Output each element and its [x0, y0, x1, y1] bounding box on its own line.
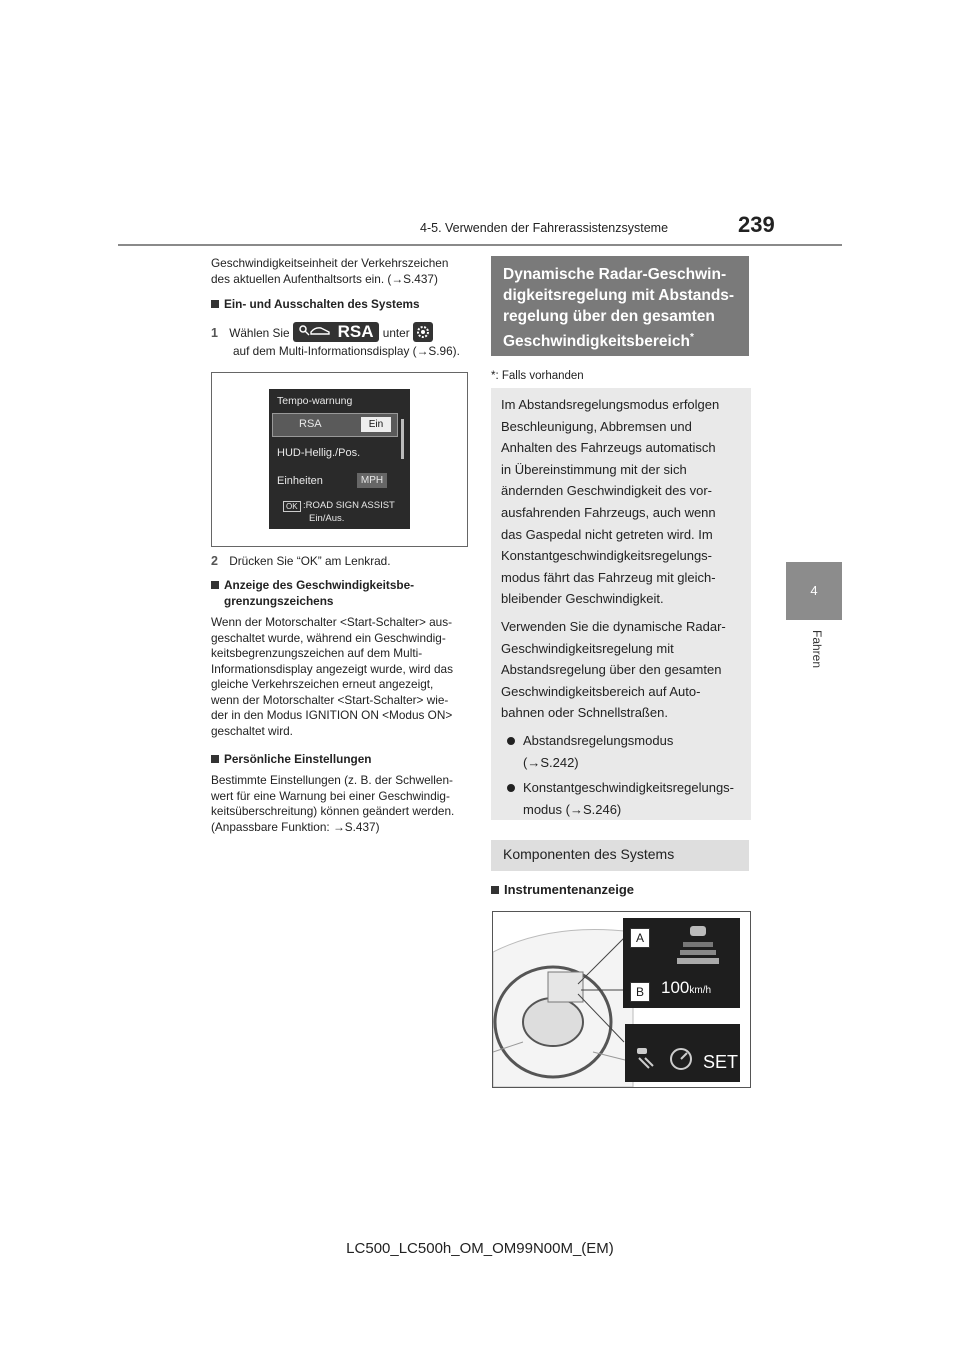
- car-sign-icon: [299, 324, 333, 338]
- menu-row-rsa: [272, 413, 398, 437]
- step-text: Drücken Sie “OK” am Lenkrad.: [229, 554, 391, 568]
- bullet-text: Konstantgeschwindigkeitsregelungs-: [523, 780, 735, 796]
- text-line: bahnen oder Schnellstraßen.: [501, 705, 668, 721]
- heading-text: Anzeige des Geschwindigkeitsbe-: [224, 578, 415, 592]
- step-number: 1: [211, 326, 218, 340]
- text-line: modus fährt das Fahrzeug mit gleich-: [501, 569, 716, 585]
- text-line: in Übereinstimmung mit der sich: [501, 461, 687, 477]
- chapter-tab: 4: [786, 562, 842, 620]
- page-number: 239: [738, 212, 775, 237]
- bullet-text: (→S.242): [523, 754, 579, 770]
- ok-key: OK: [283, 501, 301, 512]
- menu-row-value: Ein: [361, 417, 391, 432]
- text-line: ausfahrenden Fahrzeugs, auch wenn: [501, 504, 716, 520]
- bullet-icon: [507, 737, 515, 745]
- title-line: regelung über den gesamten: [503, 308, 715, 325]
- heading-sign-display: [211, 578, 414, 609]
- heading-on-off: [211, 297, 420, 313]
- step-1: [211, 322, 471, 360]
- distance-bars-icon: [673, 924, 723, 974]
- text-line: Geschwindigkeitsbereich auf Auto-: [501, 683, 701, 699]
- set-speed: [661, 978, 711, 998]
- menu-row-label: RSA: [299, 418, 322, 430]
- scrollbar: [401, 419, 404, 459]
- intro-text: [211, 256, 471, 287]
- multi-info-display: [269, 389, 410, 529]
- footnote: [491, 370, 584, 382]
- footnote-marker: *:: [491, 370, 499, 382]
- title-line: Dynamische Radar-Geschwin-: [503, 266, 727, 283]
- speed-unit: km/h: [689, 985, 712, 996]
- intro-box-text: [501, 394, 749, 820]
- personal-text: [211, 773, 473, 835]
- heading-text: grenzungszeichens: [224, 593, 334, 608]
- heading-square-icon: [491, 886, 499, 894]
- step-text: Wählen Sie: [229, 326, 290, 340]
- step-text: auf dem Multi-Informationsdisplay (→S.96).: [233, 344, 460, 358]
- text-line: Abstandsregelung über den gesamten: [501, 662, 722, 678]
- heading-square-icon: [211, 755, 219, 763]
- heading-text: Persönliche Einstellungen: [224, 752, 372, 766]
- step-2: [211, 554, 391, 570]
- callout-b: B: [630, 982, 650, 1002]
- intro-box: [491, 388, 751, 820]
- rsa-icon: [293, 322, 380, 342]
- menu-row-hud: HUD-Hellig./Pos.: [277, 447, 361, 459]
- text-line: das Gaspedal nicht getreten wird. Im: [501, 526, 713, 542]
- heading-square-icon: [211, 300, 219, 308]
- chapter-label: [784, 630, 844, 690]
- menu-title: Tempo-warnung: [277, 395, 353, 407]
- footnote-marker: *: [689, 332, 694, 343]
- section-title-box: [491, 256, 749, 356]
- chapter-label-text: Fahren: [810, 629, 825, 669]
- intro-line: Geschwindigkeitseinheit der Verkehrszeichen: [211, 256, 449, 270]
- text-line: Im Abstandsregelungsmodus erfolgen: [501, 397, 720, 412]
- components-title: Komponenten des Systems: [491, 840, 749, 871]
- text-line: Informationsdisplay angezeigt wurde, wird das: [211, 661, 453, 676]
- text-line: ändernden Geschwindigkeit des vor-: [501, 483, 713, 499]
- footnote-text: Falls vorhanden: [501, 370, 584, 382]
- meter-display-c: [625, 1024, 740, 1082]
- title-line: digkeitsregelung mit Abstands-: [503, 287, 735, 304]
- heading-instruments: [491, 882, 634, 898]
- text-line: Verwenden Sie die dynamische Radar-: [501, 618, 726, 634]
- text-line: (Anpassbare Funktion: →S.437): [211, 819, 380, 834]
- step-number: 2: [211, 554, 218, 568]
- text-line: gleiche Verkehrszeichen erneut angezeigt,: [211, 677, 434, 691]
- text-line: Bestimmte Einstellungen (z. B. der Schwellen-: [211, 773, 453, 787]
- step-text: unter: [382, 326, 410, 340]
- intro-line: des aktuellen Aufenthaltsorts ein. (→S.437): [211, 271, 438, 286]
- menu-row-units: Einheiten: [277, 475, 323, 487]
- text-line: Konstantgeschwindigkeitsregelungs-: [501, 548, 713, 564]
- heading-square-icon: [211, 581, 219, 589]
- text-line: geschaltet wird.: [211, 723, 293, 738]
- menu-row-units-value: MPH: [357, 473, 387, 488]
- text-line: Anhalten des Fahrzeugs automatisch: [501, 440, 716, 456]
- cruise-icons: [635, 1046, 695, 1072]
- text-line: keitsbegrenzungszeichen auf dem Multi-: [211, 646, 423, 660]
- title-line: Geschwindigkeitsbereich: [503, 333, 690, 351]
- bullet-text: Abstandsregelungsmodus: [523, 732, 674, 748]
- text-line: der in den Modus IGNITION ON <Modus ON>: [211, 708, 453, 722]
- sign-display-text: [211, 615, 473, 739]
- heading-text: Instrumentenanzeige: [504, 882, 635, 897]
- text-line: wert für eine Warnung bei einer Geschwindig-: [211, 788, 450, 803]
- section-title: 4-5. Verwenden der Fahrerassistenzsysteme: [420, 221, 669, 235]
- instrument-figure: [492, 911, 751, 1088]
- text-line: bleibender Geschwindigkeit.: [501, 591, 664, 607]
- bullet-icon: [507, 784, 515, 792]
- menu-footer: :ROAD SIGN ASSIST: [303, 500, 395, 511]
- heading-text: Ein- und Ausschalten des Systems: [224, 297, 420, 311]
- text-line: geschaltet wurde, während ein Geschwindig-: [211, 630, 446, 645]
- text-line: wenn der Motorschalter <Start-Schalter> wie-: [211, 692, 449, 707]
- callout-a: A: [630, 928, 650, 948]
- set-indicator: SET: [703, 1052, 739, 1072]
- text-line: Geschwindigkeitsregelung mit: [501, 640, 674, 656]
- settings-gear-icon: [413, 322, 433, 342]
- menu-footer: Ein/Aus.: [309, 513, 345, 524]
- rsa-label: RSA: [337, 322, 374, 341]
- text-line: keitsüberschreitung) können geändert werden.: [211, 804, 455, 818]
- document-footer: LC500_LC500h_OM_OM99N00M_(EM): [346, 1240, 614, 1257]
- text-line: Beschleunigung, Abbremsen und: [501, 418, 692, 434]
- gear-icon: [413, 322, 433, 342]
- display-screenshot: [211, 372, 468, 547]
- bullet-text: modus (→S.246): [523, 801, 622, 817]
- text-line: Wenn der Motorschalter <Start-Schalter> aus-: [211, 615, 453, 629]
- heading-personal: [211, 752, 372, 768]
- speed-value: 100: [661, 978, 690, 997]
- header-rule: [118, 244, 842, 246]
